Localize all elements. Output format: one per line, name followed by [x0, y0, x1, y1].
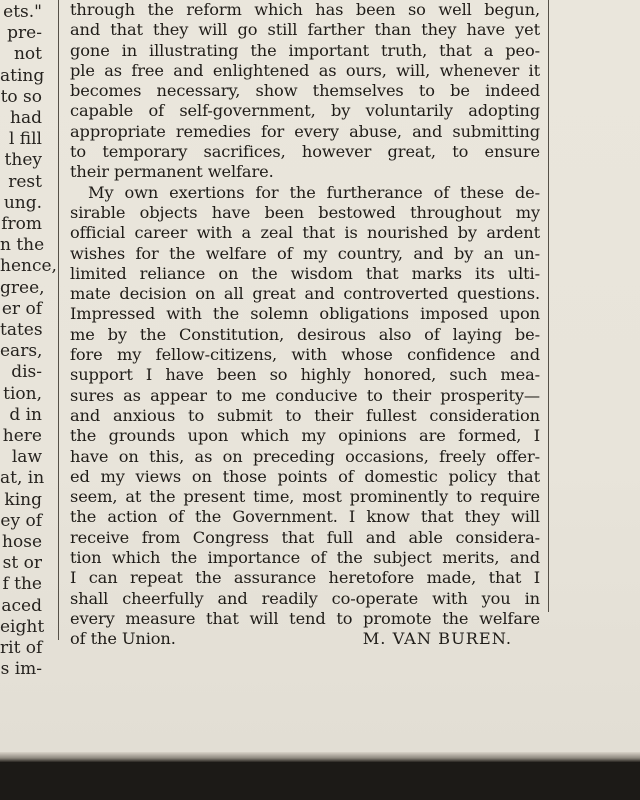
left-line: hose — [2, 532, 42, 553]
article-line: fore my fellow-citizens, with whose confidence and — [70, 345, 540, 365]
article-line: Impressed with the solemn obligations imposed upon — [70, 304, 540, 324]
article-line: appropriate remedies for every abuse, and submitting — [70, 121, 540, 141]
left-line: aced — [1, 595, 42, 616]
left-line: st or — [2, 553, 42, 574]
article-line: have on this, as on preceding occasions, freely offer- — [70, 446, 540, 466]
left-line: ating — [0, 65, 45, 86]
article-line: to temporary sacrifices, however great, to ensure — [70, 142, 540, 162]
left-line: pre- — [7, 23, 42, 44]
left-line: ears, — [0, 341, 43, 362]
left-line: had — [10, 108, 42, 129]
left-line: er of — [1, 298, 42, 319]
article-line: the grounds upon which my opinions are formed, I — [70, 426, 540, 446]
article-line: shall cheerfully and readily co-operate with you in — [70, 588, 540, 608]
left-line: s im- — [0, 659, 42, 680]
left-line: l fill — [8, 129, 42, 150]
left-line: they — [4, 150, 42, 171]
left-line: d in — [9, 404, 42, 425]
article-line: I can repeat the assurance heretofore made, that I — [70, 568, 540, 588]
left-line: tion, — [3, 383, 42, 404]
article-line: ed my views on those points of domestic policy that — [70, 466, 540, 486]
left-line: dis- — [11, 362, 42, 383]
left-line: at, in — [0, 468, 45, 489]
article-line: the action of the Government. I know that they will — [70, 507, 540, 527]
left-line: rit of — [0, 638, 43, 659]
article-line: every measure that will tend to promote the welfare — [70, 608, 540, 628]
article-signoff — [70, 629, 540, 649]
article-line: sirable objects have been bestowed throughout my — [70, 202, 540, 222]
article-line: My own exertions for the furtherance of these de- — [88, 182, 540, 202]
article-column — [70, 0, 540, 650]
left-line: gree, — [0, 277, 45, 298]
article-line: through the reform which has been so well begun, — [70, 0, 540, 19]
article-line: limited reliance on the wisdom that marks its ulti- — [70, 263, 540, 283]
article-line: wishes for the welfare of my country, and by an un- — [70, 243, 540, 263]
left-line: rest — [8, 171, 42, 192]
article-line: official career with a zeal that is nourished by ardent — [70, 223, 540, 243]
left-line: tates — [0, 320, 43, 341]
article-line: gone in illustrating the important truth, that a peo- — [70, 40, 540, 60]
left-line: eight — [0, 616, 45, 637]
article-line: seem, at the present time, most prominently to require — [70, 487, 540, 507]
left-line: law — [11, 447, 42, 468]
left-line: from — [1, 214, 42, 235]
left-line: to so — [0, 86, 42, 107]
article-line: tion which the importance of the subject merits, and — [70, 548, 540, 568]
left-line: n the — [0, 235, 45, 256]
article-line: and anxious to submit to their fullest consideration — [70, 405, 540, 425]
article-line: becomes necessary, show themselves to be indeed — [70, 81, 540, 101]
column-rule-left — [58, 0, 59, 640]
article-line: ple as free and enlightened as ours, will, whenever it — [70, 60, 540, 80]
article-line: me by the Constitution, desirous also of laying be- — [70, 324, 540, 344]
left-line: f the — [2, 574, 42, 595]
article-line: receive from Congress that full and able considera- — [70, 527, 540, 547]
article-line: sures as appear to me conducive to their prosperity— — [70, 385, 540, 405]
article-paragraph-1 — [70, 0, 540, 183]
article-line: and that they will go still farther than they have yet — [70, 20, 540, 40]
left-column-fragment — [0, 2, 57, 681]
left-line: ets." — [3, 2, 42, 22]
article-line: support I have been so highly honored, such mea- — [70, 365, 540, 385]
closing-line: of the Union. — [70, 629, 176, 649]
article-line: their permanent welfare. — [70, 162, 274, 182]
left-line: here — [2, 426, 42, 447]
paper-edge — [0, 752, 640, 762]
article-line: capable of self-government, by voluntarily adopting — [70, 101, 540, 121]
column-rule-right — [548, 0, 549, 612]
left-line: ey of — [0, 510, 42, 531]
left-line: ung. — [3, 192, 42, 213]
article-paragraph-2 — [70, 183, 540, 630]
signature: M. VAN BUREN. — [362, 629, 512, 649]
article-line: mate decision on all great and controverted questions. — [70, 284, 540, 304]
left-line: not — [13, 44, 42, 65]
left-line: king — [4, 489, 42, 510]
left-line: hence, — [0, 256, 57, 277]
